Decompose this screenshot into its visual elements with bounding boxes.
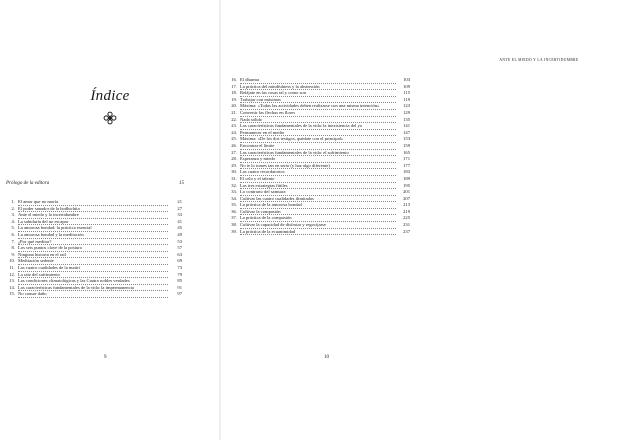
toc-entry-number: 38. — [231, 222, 237, 228]
toc-entry-number: 14. — [9, 284, 15, 290]
toc-entry[interactable] — [6, 206, 182, 213]
toc-entry-title: Nada sólido — [240, 117, 396, 124]
toc-entry-title: La práctica de la compasión — [240, 215, 396, 222]
toc-entry-page: 79 — [177, 271, 182, 277]
toc-entry-page: 53 — [177, 238, 182, 244]
toc-entry[interactable] — [228, 215, 410, 222]
toc-entry-number: 1. — [11, 199, 15, 204]
toc-entry-number: 18. — [231, 90, 237, 96]
toc-entry-title: El dharma — [240, 77, 396, 84]
toc-entry-title: Relájate en las cosas tal y como son — [240, 90, 396, 97]
toc-entry-title: Las condiciones climatológicas y las Cuatro nobles verdades — [18, 278, 168, 285]
toc-entry[interactable] — [228, 176, 410, 183]
toc-entry-title: Ninguna historia en el rail — [18, 252, 168, 259]
toc-entry-number: 8. — [11, 245, 15, 251]
toc-entry-page: 85 — [177, 278, 182, 284]
toc-entry-number: 22. — [231, 116, 237, 122]
toc-entry-page: 201 — [403, 189, 410, 195]
flower-ornament-icon — [103, 111, 117, 125]
toc-entry[interactable] — [228, 97, 410, 104]
toc-entry[interactable] — [228, 136, 410, 143]
toc-entry-title: Encontrar el límite — [240, 143, 396, 150]
toc-entry-title: Trabajar con máximas — [240, 97, 396, 104]
toc-entry-title: El amor que no moría — [18, 199, 168, 206]
toc-entry-number: 20. — [231, 103, 237, 109]
toc-entry-title: Las características fundamentales de la vida: la inexistencia del yo — [240, 123, 396, 130]
toc-entry-page: 171 — [403, 156, 410, 162]
toc-entry-title: Las características fundamentales de la vida: la impermanencia — [18, 285, 168, 292]
toc-entry-number: 23. — [231, 123, 237, 129]
toc-entry[interactable] — [228, 202, 410, 209]
toc-entry-title: El poder sanador de la bodhichita — [18, 206, 168, 213]
toc-entry[interactable] — [228, 130, 410, 137]
toc-entry-title: La raíz del sufrimiento — [18, 272, 168, 279]
toc-entry[interactable] — [228, 110, 410, 117]
toc-entry-number: 4. — [11, 218, 15, 224]
toc-entry-title: Convertir las flechas en flores — [240, 110, 396, 117]
toc-entry[interactable] — [6, 278, 182, 285]
toc-entry-page: 219 — [403, 208, 410, 214]
toc-entry[interactable] — [6, 258, 182, 265]
toc-entry-page: 97 — [177, 291, 182, 297]
toc-entry-number: 36. — [231, 208, 237, 214]
toc-entry-title: El celo y el talento — [240, 176, 396, 183]
toc-entry[interactable] — [6, 285, 182, 292]
toc-entry-number: 35. — [231, 202, 237, 208]
toc-entry-page: 45 — [177, 225, 182, 231]
toc-entry-page: 237 — [403, 228, 410, 234]
toc-entry-title: Esperanza y miedo — [240, 156, 396, 163]
toc-list-right — [228, 77, 410, 235]
toc-entry-page: 57 — [177, 245, 182, 251]
toc-entry-page: 63 — [177, 251, 182, 257]
toc-entry-number: 32. — [231, 182, 237, 188]
prologue-label: Prólogo de la editora — [6, 181, 50, 186]
toc-entry-title: La práctica de la amorosa bondad — [240, 202, 396, 209]
toc-entry-page: 129 — [403, 109, 410, 115]
toc-entry-number: 13. — [9, 278, 15, 284]
toc-entry-page: 213 — [403, 202, 410, 208]
toc-entry-title: Las cuatro cualidades de la maitri — [18, 265, 168, 272]
toc-entry-number: 12. — [9, 271, 15, 277]
toc-entry[interactable] — [6, 219, 182, 226]
toc-entry-number: 31. — [231, 175, 237, 181]
toc-entry[interactable] — [228, 169, 410, 176]
page-title: Índice — [90, 88, 130, 104]
toc-entry-page: 119 — [403, 96, 410, 102]
toc-entry[interactable] — [6, 212, 182, 219]
toc-entry[interactable] — [6, 245, 182, 252]
toc-entry-title: La sabiduría del no escapar — [18, 219, 168, 226]
toc-entry-number: 34. — [231, 195, 237, 201]
toc-entry[interactable] — [228, 189, 410, 196]
prologue-page: 15 — [179, 181, 184, 186]
toc-entry-number: 24. — [231, 129, 237, 135]
toc-entry[interactable] — [6, 239, 182, 246]
toc-entry-title: Lo contrario del samsara — [240, 189, 396, 196]
toc-entry-number: 7. — [11, 238, 15, 244]
toc-entry-page: 195 — [403, 182, 410, 188]
toc-entry-page: 225 — [403, 215, 410, 221]
toc-entry[interactable] — [228, 196, 410, 203]
toc-entry-page: 49 — [177, 231, 182, 237]
toc-entry-page: 147 — [403, 129, 410, 135]
toc-entry-page: 135 — [403, 116, 410, 122]
toc-entry-page: 27 — [177, 205, 182, 211]
toc-entry-number: 17. — [231, 83, 237, 89]
toc-entry-number: 3. — [11, 212, 15, 218]
toc-entry[interactable] — [6, 232, 182, 239]
toc-entry[interactable] — [6, 225, 182, 232]
toc-entry-number: 11. — [9, 264, 15, 270]
toc-entry-title: La práctica de la ecuanimidad — [240, 229, 396, 236]
toc-entry-number: 2. — [11, 205, 15, 211]
toc-entry-number: 6. — [11, 231, 15, 237]
toc-entry-number: 30. — [231, 169, 237, 175]
toc-entry-number: 25. — [231, 136, 237, 142]
toc-entry-number: 21. — [231, 109, 237, 115]
toc-entry-page: 41 — [177, 218, 182, 224]
toc-entry[interactable] — [228, 183, 410, 190]
toc-entry[interactable] — [228, 77, 410, 84]
toc-entry[interactable] — [6, 265, 182, 272]
toc-entry-title: Cultivar la compasión — [240, 209, 396, 216]
toc-entry-page: 177 — [403, 162, 410, 168]
toc-entry-title: Las cuatro recordatorios — [240, 169, 396, 176]
page-number-right: 10 — [324, 355, 329, 360]
toc-entry-number: 29. — [231, 162, 237, 168]
toc-entry-number: 16. — [231, 77, 237, 82]
toc-entry[interactable] — [228, 150, 410, 157]
toc-entry-title: Permanecer en el medio — [240, 130, 396, 137]
toc-entry-title: No causar daño — [18, 291, 168, 298]
toc-entry-page: 153 — [403, 136, 410, 142]
running-head: ANTE EL MIEDO Y LA INCERTIDUMBRE — [499, 58, 579, 62]
toc-entry-number: 27. — [231, 149, 237, 155]
toc-entry-page: 33 — [177, 212, 182, 218]
toc-entry-title: ¿Por qué meditar? — [18, 239, 168, 246]
toc-entry-number: 26. — [231, 142, 237, 148]
toc-entry-page: 103 — [403, 77, 410, 82]
prologue-entry[interactable] — [6, 181, 184, 186]
toc-entry-page: 207 — [403, 195, 410, 201]
toc-entry[interactable] — [228, 143, 410, 150]
toc-entry[interactable] — [228, 123, 410, 130]
toc-entry-title: Cultivar la capacidad de disfrutar y regocijarse — [240, 222, 396, 229]
toc-entry-title: Meditación sedente — [18, 258, 168, 265]
toc-entry-page: 189 — [403, 175, 410, 181]
toc-entry-title: Máxima: «De los dos testigos, quédate con el principal» — [240, 136, 396, 143]
toc-entry-page: 183 — [403, 169, 410, 175]
toc-entry[interactable] — [6, 199, 182, 206]
left-page — [0, 0, 220, 440]
toc-entry-page: 69 — [177, 258, 182, 264]
toc-entry[interactable] — [228, 117, 410, 124]
toc-entry-page: 123 — [403, 103, 410, 109]
toc-entry[interactable] — [228, 103, 410, 110]
toc-entry-number: 15. — [9, 291, 15, 297]
toc-entry[interactable] — [228, 209, 410, 216]
toc-entry-number: 19. — [231, 96, 237, 102]
toc-entry-number: 28. — [231, 156, 237, 162]
toc-entry[interactable] — [6, 291, 182, 298]
toc-entry-title: Cultivar las cuatro cualidades ilimitadas — [240, 196, 396, 203]
toc-entry[interactable] — [228, 229, 410, 236]
toc-entry-title: La práctica del mindfulness y la abstención — [240, 84, 396, 91]
toc-list-left — [6, 199, 182, 298]
toc-entry-number: 9. — [11, 251, 15, 257]
toc-entry-page: 231 — [403, 222, 410, 228]
toc-entry-number: 39. — [231, 228, 237, 234]
toc-entry-page: 21 — [177, 199, 182, 204]
toc-entry-title: La amorosa bondad: la práctica esencial — [18, 225, 168, 232]
toc-entry-title: Máxima: «Todas las actividades deben realizarse con una misma intención» — [240, 103, 396, 110]
toc-entry-title: Las tres estrategias fútiles — [240, 183, 396, 190]
toc-entry[interactable] — [228, 90, 410, 97]
toc-entry-title: No te lo tomes tan en serio (y haz algo diferente) — [240, 163, 396, 170]
toc-entry[interactable] — [228, 222, 410, 229]
toc-entry[interactable] — [228, 163, 410, 170]
toc-entry-page: 165 — [403, 149, 410, 155]
toc-entry-page: 91 — [177, 284, 182, 290]
toc-entry-page: 73 — [177, 264, 182, 270]
toc-entry-page: 109 — [403, 83, 410, 89]
toc-entry[interactable] — [6, 272, 182, 279]
toc-entry-title: Los seis puntos clave de la postura — [18, 245, 168, 252]
page-number-left: 9 — [104, 355, 107, 360]
toc-entry[interactable] — [6, 252, 182, 259]
toc-entry-number: 37. — [231, 215, 237, 221]
toc-entry-page: 115 — [403, 90, 410, 96]
toc-entry[interactable] — [228, 156, 410, 163]
toc-entry-page: 141 — [403, 123, 410, 129]
toc-entry-number: 10. — [9, 258, 15, 264]
toc-entry-number: 33. — [231, 189, 237, 195]
toc-entry[interactable] — [228, 84, 410, 91]
toc-entry-title: Ante el miedo y la incertidumbre — [18, 212, 168, 219]
toc-entry-title: Las características fundamentales de la vida: el sufrimiento — [240, 150, 396, 157]
toc-entry-title: La amorosa bondad y la meditación — [18, 232, 168, 239]
toc-entry-page: 159 — [403, 142, 410, 148]
toc-entry-number: 5. — [11, 225, 15, 231]
